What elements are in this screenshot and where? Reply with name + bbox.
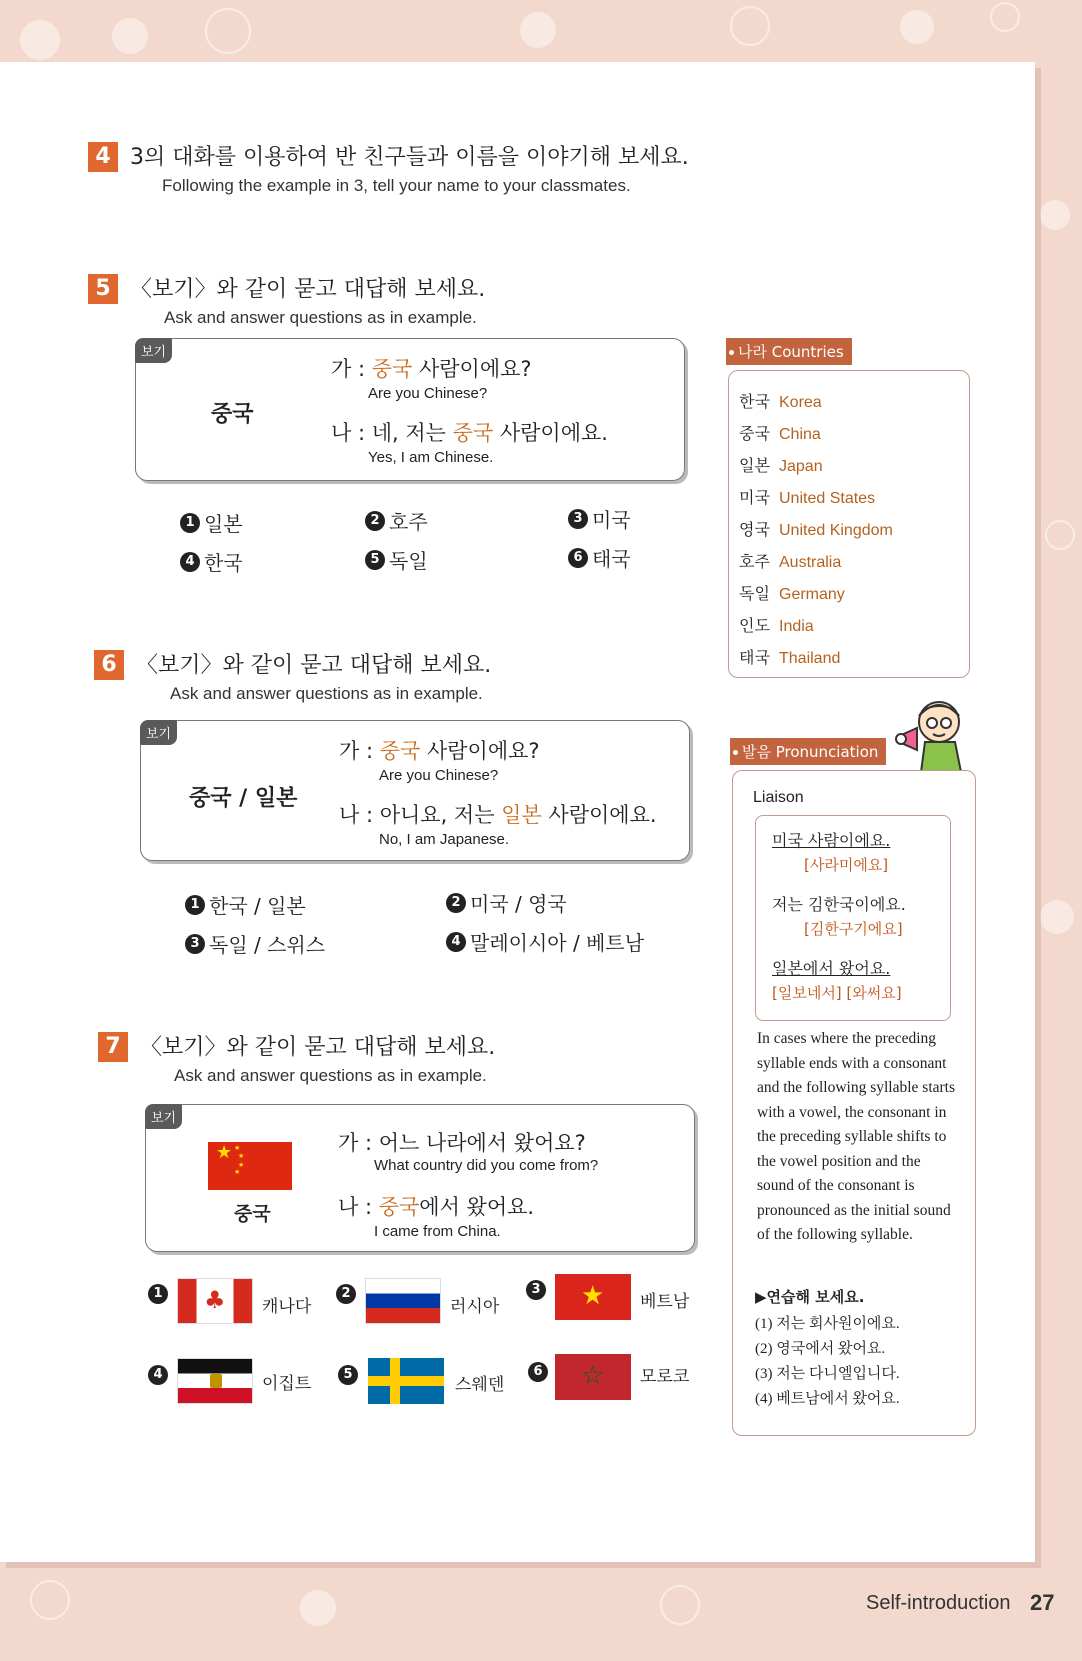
- bg-bubble: [1045, 520, 1075, 550]
- section-4-number: 4: [88, 142, 118, 172]
- option-5-3: 3 미국: [568, 504, 631, 533]
- morocco-flag-icon: ☆: [555, 1354, 631, 1400]
- section-5-number: 5: [88, 274, 118, 304]
- section-5-title: 〈보기〉와 같이 묻고 대답해 보세요.: [130, 277, 486, 302]
- country-row: 독일 Germany: [739, 584, 845, 603]
- pronunciation-panel: [732, 770, 976, 1436]
- example-answer: 나 : 아니요, 저는 일본 사람이에요.: [339, 803, 657, 827]
- example-word: 중국: [234, 1203, 271, 1225]
- section-6-title: 〈보기〉와 같이 묻고 대답해 보세요.: [136, 653, 492, 678]
- example-question-en: Are you Chinese?: [379, 767, 499, 784]
- pronunciation-header: 발음 Pronunciation: [730, 738, 886, 765]
- section-4-title: 3의 대화를 이용하여 반 친구들과 이름을 이야기해 보세요.: [130, 145, 689, 170]
- egypt-flag-icon: [177, 1358, 253, 1404]
- country-row: 태국 Thailand: [739, 648, 841, 667]
- russia-flag-icon: [365, 1278, 441, 1324]
- practice-item: (1) 저는 회사원이에요.: [755, 1316, 900, 1332]
- example-answer: 나 : 중국에서 왔어요.: [338, 1195, 535, 1219]
- liaison-explanation: In cases where the preceding syllable ends with a consonant and the following syllable starts with a vowel, the consonant in the preceding syllable shifts to the vowel position and the sound of the consonant is pronounced as the initial sound of the following syllable.: [757, 1030, 956, 1243]
- section-7-subtitle: Ask and answer questions as in example.: [174, 1066, 487, 1085]
- country-row: 호주 Australia: [739, 552, 842, 571]
- section-7-number: 7: [98, 1032, 128, 1062]
- countries-panel: [728, 370, 970, 678]
- country-row: 인도 India: [739, 616, 814, 635]
- bg-bubble: [30, 1580, 70, 1620]
- bg-bubble: [20, 20, 60, 60]
- liaison-example: 저는 김한국이에요.: [772, 895, 906, 914]
- example-question: 가 : 어느 나라에서 왔어요?: [338, 1131, 586, 1155]
- option-6-3: 3 독일 / 스위스: [185, 929, 325, 958]
- china-flag-icon: ★ ★ ★ ★ ★: [208, 1142, 292, 1190]
- option-6-4: 4 말레이시아 / 베트남: [446, 927, 644, 956]
- country-row: 미국 United States: [739, 488, 876, 507]
- flag-2-label: 러시아: [450, 1297, 500, 1317]
- example-question-en: Are you Chinese?: [368, 385, 488, 402]
- example-tag: 보기: [145, 1104, 182, 1129]
- flag-4-number: 4: [148, 1365, 168, 1385]
- liaison-pronunciation: [사라미에요]: [804, 856, 889, 874]
- liaison-pronunciation: [일보네서] [와써요]: [772, 984, 902, 1002]
- flag-1-number: 1: [148, 1284, 168, 1304]
- section-6-number: 6: [94, 650, 124, 680]
- example-answer-en: Yes, I am Chinese.: [368, 449, 494, 466]
- bg-bubble: [520, 12, 556, 48]
- section-7-title: 〈보기〉와 같이 묻고 대답해 보세요.: [140, 1035, 496, 1060]
- bg-bubble: [990, 2, 1020, 32]
- flag-2-number: 2: [336, 1284, 356, 1304]
- liaison-example: 일본에서 왔어요.: [772, 959, 891, 978]
- example-answer: 나 : 네, 저는 중국 사람이에요.: [331, 421, 608, 445]
- liaison-pronunciation: [김한구기에요]: [804, 920, 903, 938]
- example-box-7: [145, 1104, 695, 1252]
- practice-title: ▶연습해 보세요.: [755, 1288, 865, 1306]
- option-5-4: 4 한국: [180, 547, 243, 576]
- vietnam-flag-icon: ★: [555, 1274, 631, 1320]
- option-5-1: 1 일본: [180, 508, 243, 537]
- example-word: 중국 / 일본: [189, 786, 298, 811]
- option-6-2: 2 미국 / 영국: [446, 888, 567, 917]
- countries-header: 나라 Countries: [726, 338, 852, 365]
- flag-6-number: 6: [528, 1362, 548, 1382]
- flag-5-number: 5: [338, 1365, 358, 1385]
- bg-bubble: [1040, 900, 1074, 934]
- bg-bubble: [300, 1590, 336, 1626]
- bg-bubble: [900, 10, 934, 44]
- example-box-6: [140, 720, 690, 861]
- section-6-subtitle: Ask and answer questions as in example.: [170, 684, 483, 703]
- example-word: 중국: [211, 402, 254, 427]
- example-tag: 보기: [140, 720, 177, 745]
- option-6-1: 1 한국 / 일본: [185, 890, 306, 919]
- practice-item: (2) 영국에서 왔어요.: [755, 1341, 886, 1357]
- footer-section-label: Self-introduction: [866, 1592, 1011, 1614]
- section-5-subtitle: Ask and answer questions as in example.: [164, 308, 477, 327]
- flag-4-label: 이집트: [262, 1374, 312, 1394]
- bg-bubble: [1040, 200, 1070, 230]
- page-number: 27: [1030, 1590, 1055, 1615]
- example-box-5: [135, 338, 685, 481]
- country-row: 일본 Japan: [739, 456, 823, 475]
- country-row: 한국 Korea: [739, 392, 822, 411]
- option-5-5: 5 독일: [365, 545, 428, 574]
- liaison-examples-box: [755, 815, 951, 1021]
- canada-flag-icon: ♣: [177, 1278, 253, 1324]
- page: [0, 62, 1035, 1562]
- cartoon-girl-megaphone-icon: [895, 692, 971, 772]
- option-5-2: 2 호주: [365, 506, 428, 535]
- example-question: 가 : 중국 사람이에요?: [339, 739, 540, 763]
- section-4-subtitle: Following the example in 3, tell your name to your classmates.: [162, 176, 631, 195]
- example-answer-en: I came from China.: [374, 1223, 501, 1240]
- example-question: 가 : 중국 사람이에요?: [331, 357, 532, 381]
- example-tag: 보기: [135, 338, 172, 363]
- flag-5-label: 스웨덴: [455, 1375, 505, 1395]
- country-row: 중국 China: [739, 424, 821, 443]
- flag-3-label: 베트남: [640, 1292, 690, 1312]
- bg-bubble: [660, 1585, 700, 1625]
- bg-bubble: [205, 8, 251, 54]
- flag-1-label: 캐나다: [262, 1297, 312, 1317]
- sweden-flag-icon: [368, 1358, 444, 1404]
- liaison-example: 미국 사람이에요.: [772, 831, 891, 850]
- practice-item: (4) 베트남에서 왔어요.: [755, 1391, 900, 1407]
- practice-item: (3) 저는 다니엘입니다.: [755, 1366, 900, 1382]
- option-5-6: 6 태국: [568, 543, 631, 572]
- flag-6-label: 모로코: [640, 1367, 690, 1387]
- flag-3-number: 3: [526, 1280, 546, 1300]
- bg-bubble: [112, 18, 148, 54]
- bg-bubble: [730, 6, 770, 46]
- example-question-en: What country did you come from?: [374, 1157, 599, 1174]
- example-answer-en: No, I am Japanese.: [379, 831, 510, 848]
- pronunciation-subtitle: Liaison: [753, 789, 804, 806]
- country-row: 영국 United Kingdom: [739, 520, 893, 539]
